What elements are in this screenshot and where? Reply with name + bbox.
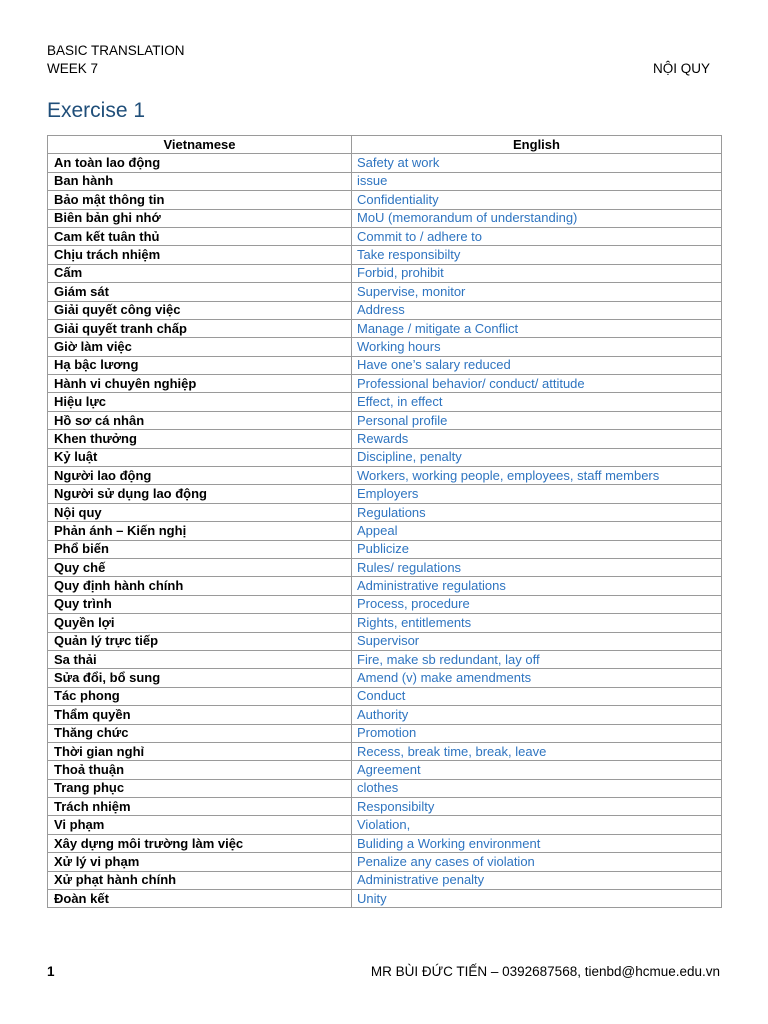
table-row (48, 283, 722, 301)
english-translation: Address (352, 301, 722, 319)
vietnamese-term: Quy trình (48, 595, 352, 613)
english-translation: Personal profile (352, 411, 722, 429)
table-row (48, 816, 722, 834)
table-row (48, 411, 722, 429)
vietnamese-term: Kỷ luật (48, 448, 352, 466)
english-translation: Commit to / adhere to (352, 227, 722, 245)
table-row (48, 264, 722, 282)
vietnamese-term: Quy chế (48, 558, 352, 576)
vietnamese-term: Người lao động (48, 467, 352, 485)
english-translation: Manage / mitigate a Conflict (352, 319, 722, 337)
english-translation: Responsibilty (352, 798, 722, 816)
vietnamese-term: Trang phục (48, 779, 352, 797)
table-row (48, 577, 722, 595)
english-translation: Publicize (352, 540, 722, 558)
table-row (48, 227, 722, 245)
table-row (48, 191, 722, 209)
vietnamese-term: Thoả thuận (48, 761, 352, 779)
table-row (48, 871, 722, 889)
table-row (48, 650, 722, 668)
topic-label: NỘI QUY (652, 61, 710, 76)
english-translation: Effect, in effect (352, 393, 722, 411)
vietnamese-term: Phản ánh – Kiến nghị (48, 522, 352, 540)
table-row (48, 154, 722, 172)
english-translation: Promotion (352, 724, 722, 742)
vietnamese-term: Cam kết tuân thủ (48, 227, 352, 245)
table-row (48, 687, 722, 705)
table-row (48, 614, 722, 632)
vietnamese-term: Thăng chức (48, 724, 352, 742)
vietnamese-term: Giải quyết công việc (48, 301, 352, 319)
table-row (48, 338, 722, 356)
english-translation: Safety at work (352, 154, 722, 172)
table-row (48, 834, 722, 852)
table-row (48, 172, 722, 190)
english-translation: Have one’s salary reduced (352, 356, 722, 374)
table-row (48, 706, 722, 724)
table-row (48, 319, 722, 337)
vietnamese-term: Quyền lợi (48, 614, 352, 632)
english-translation: Unity (352, 890, 722, 908)
vietnamese-term: Chịu trách nhiệm (48, 246, 352, 264)
english-translation: Recess, break time, break, leave (352, 742, 722, 760)
table-row (48, 779, 722, 797)
table-row (48, 540, 722, 558)
english-translation: Confidentiality (352, 191, 722, 209)
exercise-title: Exercise 1 (47, 99, 146, 122)
week-label: WEEK 7 (47, 61, 99, 76)
table-row (48, 522, 722, 540)
english-translation: Rules/ regulations (352, 558, 722, 576)
english-translation: Supervisor (352, 632, 722, 650)
table-row (48, 503, 722, 521)
english-translation: Working hours (352, 338, 722, 356)
vietnamese-term: Giờ làm việc (48, 338, 352, 356)
table-row (48, 724, 722, 742)
table-row (48, 393, 722, 411)
vietnamese-term: Hành vi chuyên nghiệp (48, 375, 352, 393)
table-row (48, 742, 722, 760)
english-translation: Professional behavior/ conduct/ attitude (352, 375, 722, 393)
table-row (48, 246, 722, 264)
table-row (48, 448, 722, 466)
page-footer (47, 964, 720, 979)
english-translation: Authority (352, 706, 722, 724)
english-translation: Process, procedure (352, 595, 722, 613)
vietnamese-term: An toàn lao động (48, 154, 352, 172)
vietnamese-term: Giám sát (48, 283, 352, 301)
table-header-row (48, 136, 722, 154)
english-translation: Agreement (352, 761, 722, 779)
vietnamese-term: Hồ sơ cá nhân (48, 411, 352, 429)
vietnamese-term: Ban hành (48, 172, 352, 190)
english-translation: Conduct (352, 687, 722, 705)
english-translation: Rights, entitlements (352, 614, 722, 632)
vietnamese-term: Vi phạm (48, 816, 352, 834)
english-translation: Appeal (352, 522, 722, 540)
column-header-vietnamese: Vietnamese (48, 136, 352, 154)
table-row (48, 853, 722, 871)
vietnamese-term: Bảo mật thông tin (48, 191, 352, 209)
table-row (48, 890, 722, 908)
vietnamese-term: Biên bản ghi nhớ (48, 209, 352, 227)
vietnamese-term: Phổ biến (48, 540, 352, 558)
page-number: 1 (47, 964, 55, 979)
english-translation: Supervise, monitor (352, 283, 722, 301)
table-row (48, 761, 722, 779)
vietnamese-term: Sa thải (48, 650, 352, 668)
vietnamese-term: Xử phạt hành chính (48, 871, 352, 889)
vietnamese-term: Hạ bậc lương (48, 356, 352, 374)
english-translation: Penalize any cases of violation (352, 853, 722, 871)
english-translation: Administrative penalty (352, 871, 722, 889)
vietnamese-term: Tác phong (48, 687, 352, 705)
vietnamese-term: Xử lý vi phạm (48, 853, 352, 871)
table-row (48, 375, 722, 393)
table-row (48, 485, 722, 503)
table-row (48, 209, 722, 227)
english-translation: clothes (352, 779, 722, 797)
table-row (48, 558, 722, 576)
vietnamese-term: Sửa đổi, bổ sung (48, 669, 352, 687)
english-translation: Workers, working people, employees, staff members (352, 467, 722, 485)
english-translation: Buliding a Working environment (352, 834, 722, 852)
table-row (48, 669, 722, 687)
table-body (48, 154, 722, 908)
author-contact: MR BÙI ĐỨC TIẾN – 0392687568, tienbd@hcmue.edu.vn (370, 964, 720, 979)
vietnamese-term: Giải quyết tranh chấp (48, 319, 352, 337)
table-row (48, 301, 722, 319)
vietnamese-term: Đoàn kết (48, 890, 352, 908)
english-translation: Discipline, penalty (352, 448, 722, 466)
english-translation: Employers (352, 485, 722, 503)
vietnamese-term: Khen thưởng (48, 430, 352, 448)
vietnamese-term: Người sử dụng lao động (48, 485, 352, 503)
vietnamese-term: Thời gian nghỉ (48, 742, 352, 760)
english-translation: Take responsibilty (352, 246, 722, 264)
column-header-english: English (352, 136, 722, 154)
vietnamese-term: Xây dựng môi trường làm việc (48, 834, 352, 852)
english-translation: Fire, make sb redundant, lay off (352, 650, 722, 668)
page-header (47, 42, 710, 78)
table-row (48, 356, 722, 374)
vietnamese-term: Trách nhiệm (48, 798, 352, 816)
table-row (48, 595, 722, 613)
english-translation: Violation, (352, 816, 722, 834)
vietnamese-term: Thẩm quyền (48, 706, 352, 724)
table-row (48, 430, 722, 448)
vietnamese-term: Quy định hành chính (48, 577, 352, 595)
english-translation: Amend (v) make amendments (352, 669, 722, 687)
vietnamese-term: Nội quy (48, 503, 352, 521)
english-translation: Regulations (352, 503, 722, 521)
english-translation: Forbid, prohibit (352, 264, 722, 282)
vocabulary-table (47, 135, 722, 908)
table-row (48, 632, 722, 650)
english-translation: Administrative regulations (352, 577, 722, 595)
english-translation: issue (352, 172, 722, 190)
vietnamese-term: Cấm (48, 264, 352, 282)
table-row (48, 467, 722, 485)
table-row (48, 798, 722, 816)
vietnamese-term: Hiệu lực (48, 393, 352, 411)
english-translation: MoU (memorandum of understanding) (352, 209, 722, 227)
vietnamese-term: Quản lý trực tiếp (48, 632, 352, 650)
english-translation: Rewards (352, 430, 722, 448)
course-name: BASIC TRANSLATION (47, 43, 185, 58)
